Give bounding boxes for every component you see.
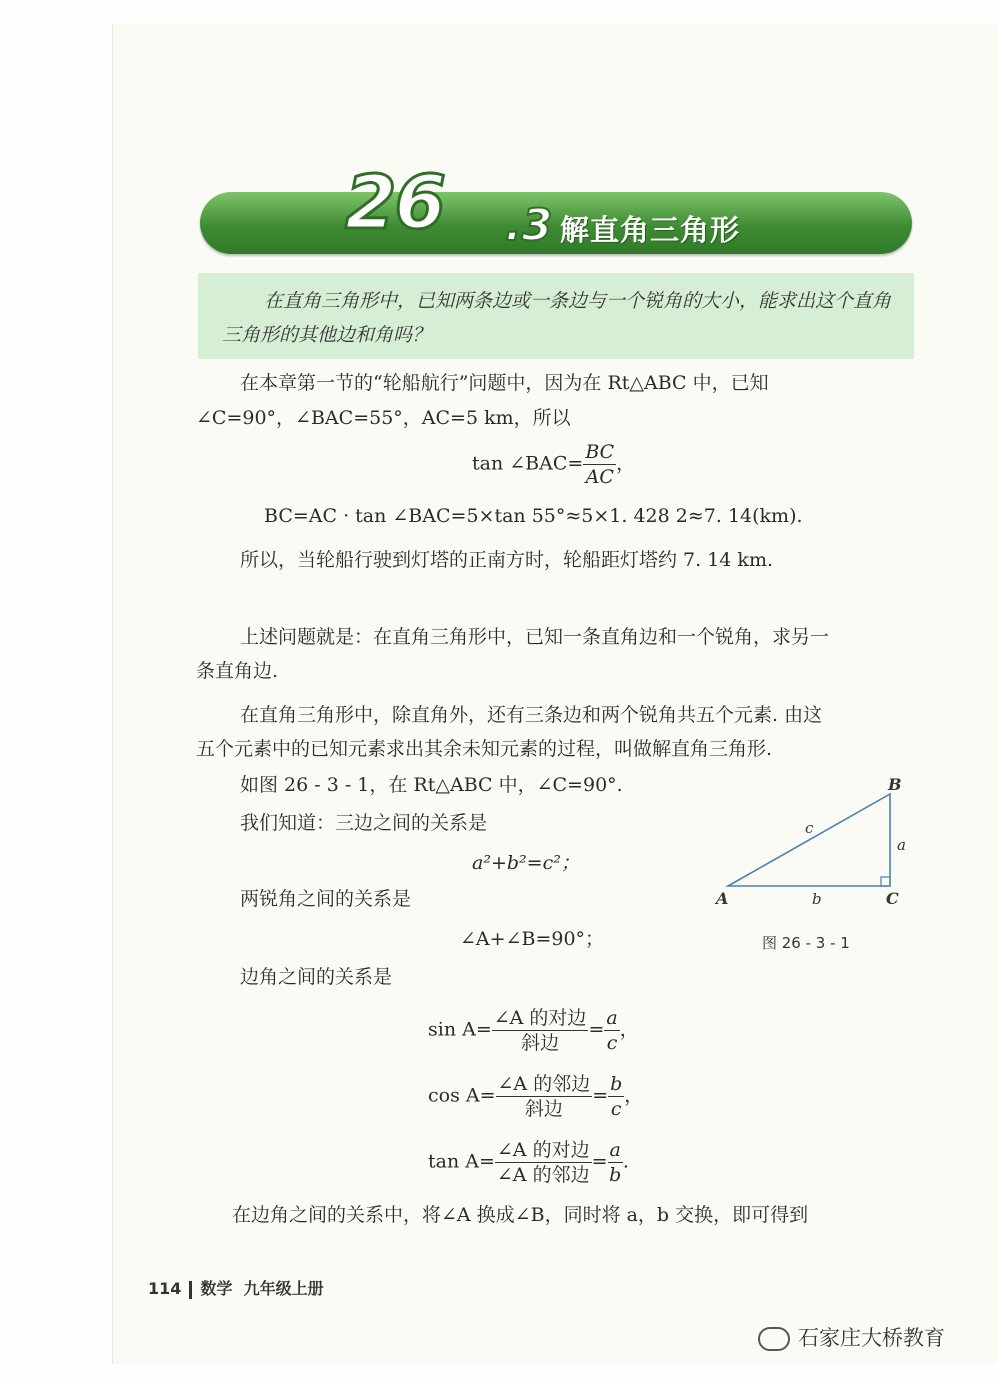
equation-bc: BC=AC · tan ∠BAC=5×tan 55°≈5×1. 428 2≈7. 14(km). (264, 505, 803, 527)
cos-denominator: 斜边 (524, 1098, 563, 1120)
eq1-tail: ， (616, 452, 636, 475)
triangle-figure (710, 770, 920, 960)
watermark (758, 1322, 945, 1352)
equation-cos (428, 1072, 643, 1121)
intro-question: 在直角三角形中，已知两条边或一条边与一个锐角的大小，能求出这个直角三角形的其他边和角吗？ (222, 290, 892, 346)
paragraph-3-line-2: 条直角边. (196, 660, 279, 682)
equation-angle-sum: ∠A+∠B=90°； (460, 928, 605, 950)
footer-divider (189, 1281, 192, 1299)
equation-tan-bac (472, 440, 635, 489)
triangle-abc (728, 794, 890, 886)
tan-ratio (608, 1138, 623, 1187)
section-title: 解直角三角形 (560, 213, 741, 247)
sin-ratio (604, 1006, 619, 1055)
vertex-label-b: B (888, 775, 902, 794)
cos-tail: ， (624, 1084, 644, 1107)
sin-ratio-numerator: a (606, 1007, 618, 1029)
paragraph-3-line-1: 上述问题就是：在直角三角形中，已知一条直角边和一个锐角，求另一 (240, 626, 830, 648)
figure-caption: 图 26 - 3 - 1 (762, 934, 850, 952)
equation-tan (428, 1138, 629, 1187)
eq1-fraction (583, 440, 616, 489)
tan-denominator: ∠A 的邻边 (496, 1164, 590, 1186)
cos-numerator: ∠A 的邻边 (497, 1073, 591, 1095)
sin-denominator: 斜边 (521, 1032, 560, 1054)
sin-numerator: ∠A 的对边 (493, 1007, 587, 1029)
paragraph-1-line-2: ∠C=90°，∠BAC=55°，AC=5 km，所以 (196, 407, 571, 429)
section-subnumber: .3 (505, 200, 553, 251)
tan-fraction (495, 1138, 592, 1187)
cos-ratio-numerator: b (610, 1073, 623, 1095)
cos-equals: = (592, 1084, 609, 1107)
paragraph-1-line-1: 在本章第一节的“轮船航行”问题中，因为在 Rt△ABC 中，已知 (240, 372, 769, 394)
sin-ratio-denominator: c (606, 1032, 618, 1054)
side-label-c: c (805, 819, 814, 837)
section-number: 26 (345, 160, 444, 246)
side-label-b: b (812, 890, 822, 908)
equation-sin (428, 1006, 639, 1055)
sin-tail: ， (619, 1018, 639, 1041)
tan-equals: = (591, 1150, 608, 1173)
side-label-a: a (897, 836, 906, 854)
section-banner (200, 192, 912, 254)
tan-numerator: ∠A 的对边 (496, 1139, 590, 1161)
right-angle-marker (881, 877, 890, 886)
eq1-denominator: AC (585, 466, 614, 488)
tan-left: tan A= (428, 1150, 495, 1173)
paragraph-6: 我们知道：三边之间的关系是 (240, 812, 488, 834)
paragraph-7: 两锐角之间的关系是 (240, 888, 412, 910)
cos-ratio-denominator: c (610, 1098, 622, 1120)
sin-equals: = (588, 1018, 605, 1041)
tan-tail: . (622, 1150, 629, 1173)
paragraph-4-line-1: 在直角三角形中，除直角外，还有三条边和两个锐角共五个元素. 由这 (240, 704, 823, 726)
vertex-label-a: A (716, 889, 729, 908)
page-number: 114 (148, 1279, 182, 1298)
cos-ratio (608, 1072, 624, 1121)
eq1-left: tan ∠BAC= (472, 452, 584, 475)
sin-left: sin A= (428, 1018, 492, 1041)
wechat-icon (758, 1327, 790, 1351)
paragraph-9: 在边角之间的关系中，将∠A 换成∠B，同时将 a，b 交换，即可得到 (232, 1204, 809, 1226)
paragraph-8: 边角之间的关系是 (240, 966, 393, 988)
footer-grade: 九年级上册 (243, 1279, 324, 1298)
paragraph-2: 所以，当轮船行驶到灯塔的正南方时，轮船距灯塔约 7. 14 km. (240, 549, 773, 571)
vertex-label-c: C (886, 889, 899, 908)
equation-pythagoras: a²+b²=c²； (472, 852, 580, 874)
sin-fraction (492, 1006, 589, 1055)
tan-ratio-denominator: b (609, 1164, 622, 1186)
cos-fraction (496, 1072, 593, 1121)
footer-subject: 数学 (200, 1279, 233, 1298)
watermark-text: 石家庄大桥教育 (798, 1326, 945, 1350)
eq1-numerator: BC (585, 441, 615, 463)
page-footer (148, 1276, 324, 1299)
paragraph-4-line-2: 五个元素中的已知元素求出其余未知元素的过程，叫做解直角三角形. (196, 738, 773, 760)
tan-ratio-numerator: a (609, 1139, 621, 1161)
paragraph-5: 如图 26 - 3 - 1，在 Rt△ABC 中，∠C=90°. (240, 774, 623, 796)
cos-left: cos A= (428, 1084, 496, 1107)
